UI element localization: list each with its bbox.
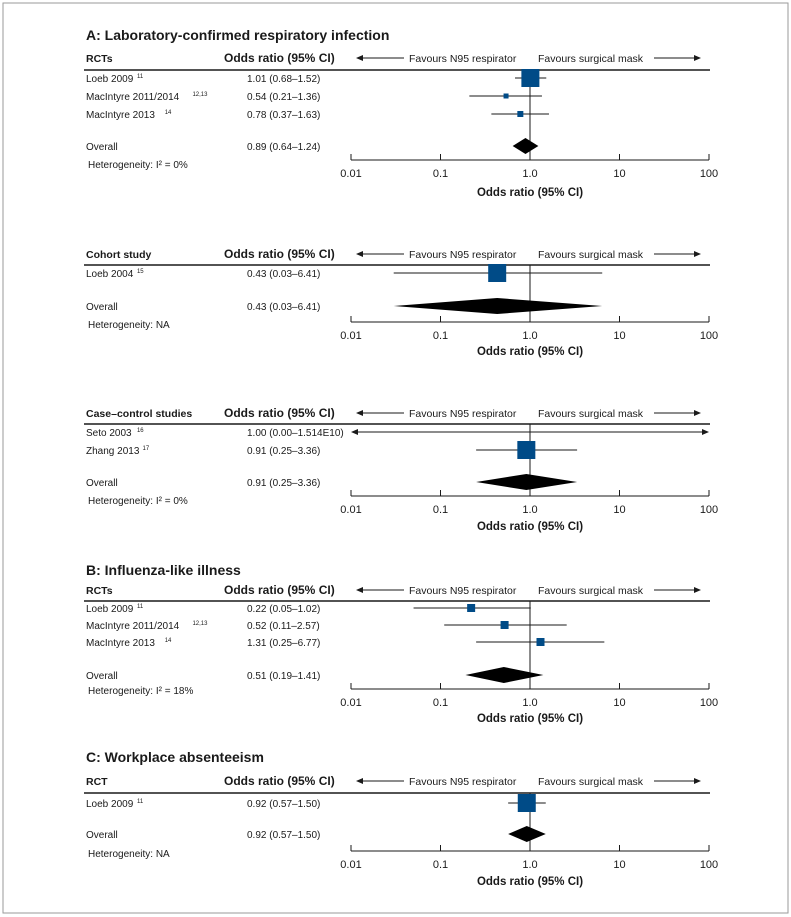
favours-surgical-label: Favours surgical mask [538,53,644,65]
x-axis-title: Odds ratio (95% CI) [476,521,584,533]
overall-odds-ratio-ci: 0.51 (0.19–1.41) [247,671,321,682]
study-point-estimate [501,621,509,629]
x-axis-tick-label: 1.0 [522,330,538,342]
x-axis-tick-label: 100 [699,330,719,342]
x-axis-tick-label: 0.1 [432,504,449,516]
favours-surgical-label: Favours surgical mask [538,776,644,788]
x-axis-tick-label: 100 [699,168,719,180]
x-axis-title: Odds ratio (95% CI) [476,876,584,888]
study-odds-ratio-ci: 0.91 (0.25–3.36) [247,446,321,457]
study-name: MacIntyre 2013 [86,110,155,121]
study-odds-ratio-ci: 0.52 (0.11–2.57) [247,621,320,632]
x-axis-tick-label: 10 [613,330,626,342]
x-axis-tick-label: 0.1 [432,168,449,180]
x-axis-tick-label: 0.1 [432,859,449,871]
heterogeneity-text: Heterogeneity: I² = 0% [88,160,188,171]
x-axis-tick-label: 0.01 [340,168,362,180]
study-point-estimate [521,69,539,87]
x-axis-tick-label: 100 [699,859,719,871]
x-axis-tick-label: 1.0 [522,504,538,516]
heterogeneity-text: Heterogeneity: NA [88,320,170,331]
figure-frame [3,3,788,913]
heterogeneity-text: Heterogeneity: NA [88,849,170,860]
study-point-estimate [467,604,475,612]
study-reference: 12,13 [192,621,208,627]
x-axis-tick-label: 0.1 [432,697,449,709]
overall-odds-ratio-ci: 0.89 (0.64–1.24) [247,142,321,153]
study-odds-ratio-ci: 1.00 (0.00–1.514E10) [247,428,344,439]
study-odds-ratio-ci: 0.43 (0.03–6.41) [247,269,321,280]
x-axis-tick-label: 1.0 [522,168,538,180]
x-axis-title: Odds ratio (95% CI) [476,346,584,358]
x-axis-tick-label: 0.01 [340,330,362,342]
x-axis-tick-label: 0.1 [432,330,449,342]
favours-n95-label: Favours N95 respirator [409,776,517,788]
x-axis-tick-label: 10 [613,168,626,180]
study-name: Zhang 2013 [86,446,140,457]
overall-odds-ratio-ci: 0.91 (0.25–3.36) [247,478,321,489]
study-reference: 15 [136,269,144,275]
favours-n95-label: Favours N95 respirator [409,53,517,65]
favours-surgical-label: Favours surgical mask [538,249,644,261]
group-header: RCTs [86,53,113,65]
ci-column-header: Odds ratio (95% CI) [224,247,335,261]
x-axis-title: Odds ratio (95% CI) [476,713,584,725]
study-name: Loeb 2009 [86,74,134,85]
study-reference: 14 [164,638,172,644]
section-title: A: Laboratory-confirmed respiratory infection [86,27,390,43]
study-name: MacIntyre 2013 [86,638,155,649]
study-point-estimate [504,94,509,99]
favours-n95-label: Favours N95 respirator [409,585,517,597]
x-axis-tick-label: 10 [613,697,626,709]
x-axis-tick-label: 10 [613,859,626,871]
x-axis-tick-label: 0.01 [340,504,362,516]
heterogeneity-text: Heterogeneity: I² = 0% [88,496,188,507]
study-name: Loeb 2009 [86,799,134,810]
study-point-estimate [517,111,523,117]
study-name: Loeb 2004 [86,269,134,280]
group-header: RCTs [86,585,113,597]
favours-n95-label: Favours N95 respirator [409,249,517,261]
study-odds-ratio-ci: 0.54 (0.21–1.36) [247,92,321,103]
favours-n95-label: Favours N95 respirator [409,408,517,420]
group-header: RCT [86,776,108,788]
ci-column-header: Odds ratio (95% CI) [224,774,335,788]
study-reference: 14 [164,110,172,116]
overall-label: Overall [86,671,118,682]
overall-odds-ratio-ci: 0.92 (0.57–1.50) [247,830,321,841]
study-odds-ratio-ci: 0.22 (0.05–1.02) [247,604,321,615]
study-point-estimate [488,264,506,282]
study-odds-ratio-ci: 0.78 (0.37–1.63) [247,110,321,121]
x-axis-tick-label: 1.0 [522,697,538,709]
overall-odds-ratio-ci: 0.43 (0.03–6.41) [247,302,321,313]
ci-column-header: Odds ratio (95% CI) [224,51,335,65]
overall-label: Overall [86,830,118,841]
x-axis-tick-label: 0.01 [340,697,362,709]
ci-column-header: Odds ratio (95% CI) [224,406,335,420]
x-axis-tick-label: 0.01 [340,859,362,871]
section-title: C: Workplace absenteeism [86,749,264,765]
study-reference: 11 [136,74,144,80]
study-reference: 17 [142,446,150,452]
study-name: Loeb 2009 [86,604,134,615]
ci-column-header: Odds ratio (95% CI) [224,583,335,597]
section-title: B: Influenza-like illness [86,562,241,578]
study-point-estimate [536,638,544,646]
heterogeneity-text: Heterogeneity: I² = 18% [88,686,194,697]
favours-surgical-label: Favours surgical mask [538,585,644,597]
study-reference: 11 [136,799,144,805]
x-axis-tick-label: 10 [613,504,626,516]
study-odds-ratio-ci: 0.92 (0.57–1.50) [247,799,321,810]
study-name: MacIntyre 2011/2014 [86,621,180,632]
x-axis-title: Odds ratio (95% CI) [476,187,584,199]
x-axis-tick-label: 1.0 [522,859,538,871]
overall-label: Overall [86,478,118,489]
study-name: MacIntyre 2011/2014 [86,92,180,103]
x-axis-tick-label: 100 [699,697,719,709]
study-reference: 12,13 [192,92,208,98]
overall-label: Overall [86,302,118,313]
overall-label: Overall [86,142,118,153]
group-header: Cohort study [86,249,152,261]
favours-surgical-label: Favours surgical mask [538,408,644,420]
study-name: Seto 2003 [86,428,132,439]
study-point-estimate [517,441,535,459]
x-axis-tick-label: 100 [699,504,719,516]
study-point-estimate [518,794,536,812]
study-reference: 11 [136,604,144,610]
study-odds-ratio-ci: 1.01 (0.68–1.52) [247,74,321,85]
study-odds-ratio-ci: 1.31 (0.25–6.77) [247,638,321,649]
study-reference: 16 [136,428,144,434]
group-header: Case–control studies [86,408,193,420]
